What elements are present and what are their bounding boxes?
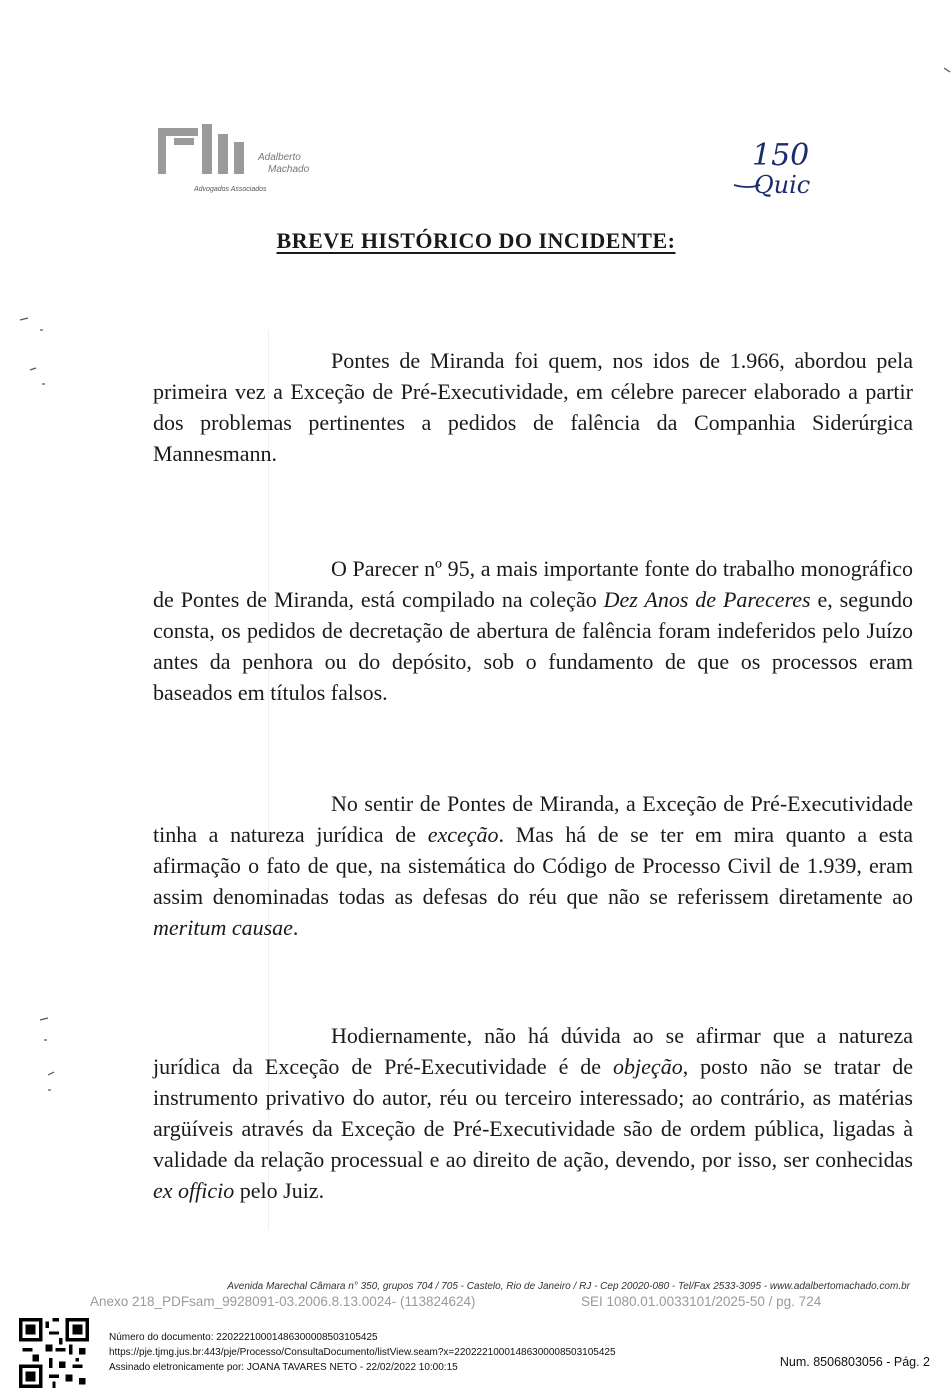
book-title: Dez Anos de Pareceres [603,587,811,612]
annex-stamp: Anexo 218_PDFsam_9928091-03.2006.8.13.0024- (113824624) [90,1294,476,1309]
logo-name-line2: Machado [268,164,310,175]
document-url: https://pje.tjmg.jus.br:443/pje/Processo/ConsultaDocumento/listView.seam?x=22022210001486300008503105425 [109,1347,616,1358]
paragraph-4: Hodiernamente, não há dúvida ao se afirmar que a natureza jurídica da Exceção de Pré-Executividade é de objeção, posto não se tratar de instrumento privativo do autor, réu ou terceiro interessado; ao contrário, as matérias argüíveis através da Exceção de Pré-Executividade são de ordem pública, ligadas à validade da relação processual e ao direito de ação, devendo, por isso, ser conhecidas ex officio pelo Juiz. [153,1023,914,1203]
logo-name-line1: Adalberto [258,152,301,163]
qr-code-icon [19,1318,89,1388]
logo-tagline: Advogados Associados [194,186,267,193]
document-number: Número do documento: 22022210001486300008503105425 [109,1332,378,1343]
paragraph-3: No sentir de Pontes de Miranda, a Exceção de Pré-Executividade tinha a natureza jurídica de exceção. Mas há de se ter em mira quanto a esta afirmação o fato de que, na sistemática do Código de Processo Civil de 1.939, eram assim denominadas todas as defesas do réu que não se referissem diretamente ao meritum causae. [153,791,913,940]
law-firm-logo [158,124,318,204]
handwritten-page-annotation [730,135,850,205]
section-heading: BREVE HISTÓRICO DO INCIDENTE: [276,228,676,253]
electronic-signature-info [109,1330,616,1375]
sei-stamp: SEI 1080.01.0033101/2025-50 / pg. 724 [581,1294,822,1309]
italic-term: objeção [613,1054,683,1079]
page-number: Num. 8506803056 - Pág. 2 [779,1355,930,1369]
paragraph-2: O Parecer nº 95, a mais importante fonte do trabalho monográfico de Pontes de Miranda, está compilado na coleção Dez Anos de Pareceres e, segundo consta, os pedidos de decretação de abertura de falência foram indeferidos pelo Juízo antes da penhora ou do depósito, sob o fundamento de que os processos eram baseados em títulos falsos. [153,556,913,705]
handwritten-initials: Quic [754,171,811,199]
handwritten-number: 150 [752,138,810,173]
italic-term: meritum causae [153,915,293,940]
signed-by: Assinado eletronicamente por: JOANA TAVARES NETO - 22/02/2022 10:00:15 [109,1362,458,1373]
italic-term: ex officio [153,1178,235,1203]
italic-term: exceção [427,822,499,847]
firm-address-footer: Avenida Marechal Câmara n° 350, grupos 704 / 705 - Castelo, Rio de Janeiro / RJ - Cep 20020-080 - Tel/Fax 2533-3095 - www.adalbertomachado.com.br [227,1281,910,1292]
logo-mark-icon [158,124,250,174]
paragraph-1: Pontes de Miranda foi quem, nos idos de 1.966, abordou pela primeira vez a Exceção de Pré-Executividade, em célebre parecer elaborado a partir dos problemas pertinentes a pedidos de falência da Companhia Siderúrgica Mannesmann. [153,348,913,466]
